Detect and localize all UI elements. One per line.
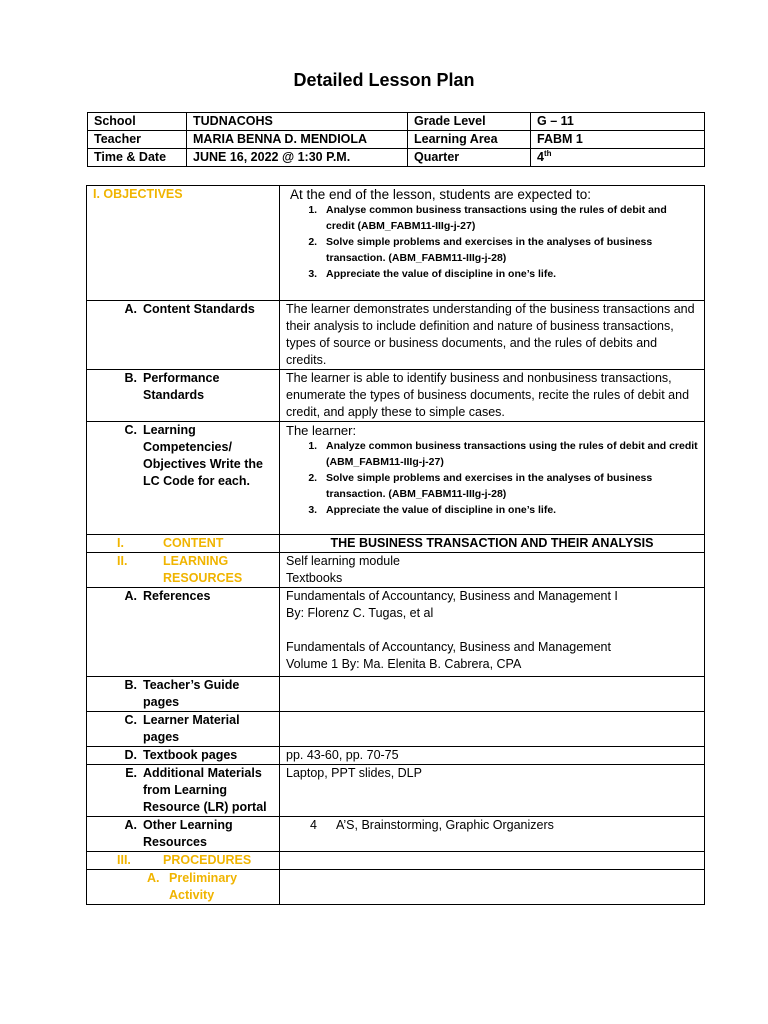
row-learner-material	[87, 712, 705, 747]
learner-material-value	[280, 712, 705, 747]
additional-materials-label: Additional Materials from Learning Resource (LR) portal	[143, 766, 267, 814]
resources-cell	[280, 553, 705, 588]
objectives-label: I. OBJECTIVES	[93, 187, 183, 201]
reference-1-line2: By: Florenz C. Tugas, et al	[286, 606, 434, 620]
objective-item: 3. Appreciate the value of discipline in one’s life.	[320, 267, 698, 283]
content-text: THE BUSINESS TRANSACTION AND THEIR ANALYSIS	[280, 535, 705, 553]
competencies-cell	[280, 422, 705, 535]
learner-material-label: Learner Material pages	[143, 713, 240, 744]
procedures-label: PROCEDURES	[163, 853, 252, 867]
resources-marker: II.	[117, 554, 128, 568]
performance-standards-text: The learner is able to identify business and nonbusiness transactions, enumerate the types of business documents, recite the rules of debit and credit, and apply these to simple cases.	[280, 370, 705, 422]
time-label: Time & Date	[88, 149, 187, 167]
row-content-standards	[87, 301, 705, 370]
row-learning-resources	[87, 553, 705, 588]
competencies-marker: C.	[124, 423, 137, 437]
other-resources-marker: A.	[124, 818, 137, 832]
objective-item: 2. Solve simple problems and exercises in the analyses of business transaction. (ABM_FABM11-IIIg-j-28)	[320, 235, 698, 266]
other-resources-label-cell	[87, 817, 280, 852]
objectives-cell	[280, 186, 705, 301]
competencies-intro: The learner:	[286, 423, 357, 438]
reference-2-line2: Volume 1 By: Ma. Elenita B. Cabrera, CPA	[286, 657, 522, 671]
row-textbook-pages	[87, 747, 705, 765]
header-row-time	[88, 149, 705, 167]
objectives-intro: At the end of the lesson, students are expected to:	[290, 187, 591, 202]
row-objectives	[87, 186, 705, 301]
textbook-pages-value: pp. 43-60, pp. 70-75	[280, 747, 705, 765]
teacher-label: Teacher	[88, 131, 187, 149]
other-resources-label: Other Learning Resources	[143, 818, 233, 849]
header-row-school	[88, 113, 705, 131]
other-resources-cell	[280, 817, 705, 852]
teachers-guide-label: Teacher’s Guide pages	[143, 678, 240, 709]
row-additional-materials	[87, 765, 705, 817]
content-label-cell	[87, 535, 280, 553]
references-label-cell	[87, 588, 280, 677]
reference-1-line1: Fundamentals of Accountancy, Business and Management I	[286, 589, 618, 603]
school-value: TUDNACOHS	[187, 113, 408, 131]
preliminary-value	[280, 870, 705, 905]
header-table	[87, 112, 705, 167]
textbook-pages-marker: D.	[124, 748, 137, 762]
other-resources-value: A’S, Brainstorming, Graphic Organizers	[336, 818, 554, 832]
objectives-label-cell	[87, 186, 280, 301]
grade-value: G – 11	[531, 113, 705, 131]
quarter-superscript: th	[543, 148, 552, 158]
performance-standards-label-cell	[87, 370, 280, 422]
learner-material-marker: C.	[124, 713, 137, 727]
area-label: Learning Area	[408, 131, 531, 149]
additional-materials-label-cell	[87, 765, 280, 817]
teachers-guide-marker: B.	[124, 678, 137, 692]
quarter-label: Quarter	[408, 149, 531, 167]
row-preliminary-activity	[87, 870, 705, 905]
school-label: School	[88, 113, 187, 131]
teacher-value: MARIA BENNA D. MENDIOLA	[187, 131, 408, 149]
textbook-pages-label: Textbook pages	[143, 748, 238, 762]
resources-line2: Textbooks	[286, 571, 343, 585]
row-procedures	[87, 852, 705, 870]
resources-label-cell	[87, 553, 280, 588]
objective-item: 1. Analyse common business transactions using the rules of debit and credit (ABM_FABM11-IIIg-j-27)	[320, 203, 698, 234]
references-marker: A.	[124, 589, 137, 603]
competency-item: 2. Solve simple problems and exercises in the analyses of business transaction. (ABM_FABM11-IIIg-j-28)	[320, 471, 698, 502]
performance-standards-label: Performance Standards	[143, 371, 220, 402]
grade-label: Grade Level	[408, 113, 531, 131]
competencies-label: Learning Competencies/ Objectives Write the LC Code for each.	[143, 423, 263, 488]
reference-2-line1: Fundamentals of Accountancy, Business and Management	[286, 640, 611, 654]
content-marker: I.	[117, 536, 124, 550]
lesson-plan-table	[86, 185, 705, 905]
row-references	[87, 588, 705, 677]
row-performance-standards	[87, 370, 705, 422]
learner-material-label-cell	[87, 712, 280, 747]
performance-standards-marker: B.	[124, 371, 137, 385]
resources-label: LEARNING RESOURCES	[163, 554, 243, 585]
content-standards-marker: A.	[124, 302, 137, 316]
page-title: Detailed Lesson Plan	[293, 70, 475, 90]
preliminary-label: Preliminary Activity	[169, 871, 238, 902]
row-competencies	[87, 422, 705, 535]
references-cell	[280, 588, 705, 677]
competency-item: 3. Appreciate the value of discipline in one’s life.	[320, 503, 698, 519]
teachers-guide-label-cell	[87, 677, 280, 712]
textbook-pages-label-cell	[87, 747, 280, 765]
competencies-label-cell	[87, 422, 280, 535]
competencies-list	[286, 439, 698, 519]
time-value: JUNE 16, 2022 @ 1:30 P.M.	[187, 149, 408, 167]
content-standards-label-cell	[87, 301, 280, 370]
preliminary-marker: A.	[147, 871, 160, 885]
row-content	[87, 535, 705, 553]
procedures-marker: III.	[117, 853, 131, 867]
area-value: FABM 1	[531, 131, 705, 149]
references-label: References	[143, 589, 211, 603]
additional-materials-marker: E.	[125, 766, 137, 780]
content-label: CONTENT	[163, 536, 224, 550]
preliminary-label-cell	[87, 870, 280, 905]
resources-line1: Self learning module	[286, 554, 400, 568]
quarter-value: 4th	[531, 149, 705, 167]
row-teachers-guide	[87, 677, 705, 712]
objectives-list	[286, 203, 698, 283]
content-standards-text: The learner demonstrates understanding of the business transactions and their analysis to include definition and nature of business transactions, types of source or business documents, and the rules of debits and credits.	[280, 301, 705, 370]
content-standards-label: Content Standards	[143, 302, 255, 316]
competency-item: 1. Analyze common business transactions using the rules of debit and credit (ABM_FABM11-IIIg-j-27)	[320, 439, 698, 470]
other-resources-number: 4	[310, 818, 317, 832]
row-other-resources	[87, 817, 705, 852]
procedures-label-cell	[87, 852, 280, 870]
additional-materials-value: Laptop, PPT slides, DLP	[280, 765, 705, 817]
teachers-guide-value	[280, 677, 705, 712]
header-row-teacher	[88, 131, 705, 149]
